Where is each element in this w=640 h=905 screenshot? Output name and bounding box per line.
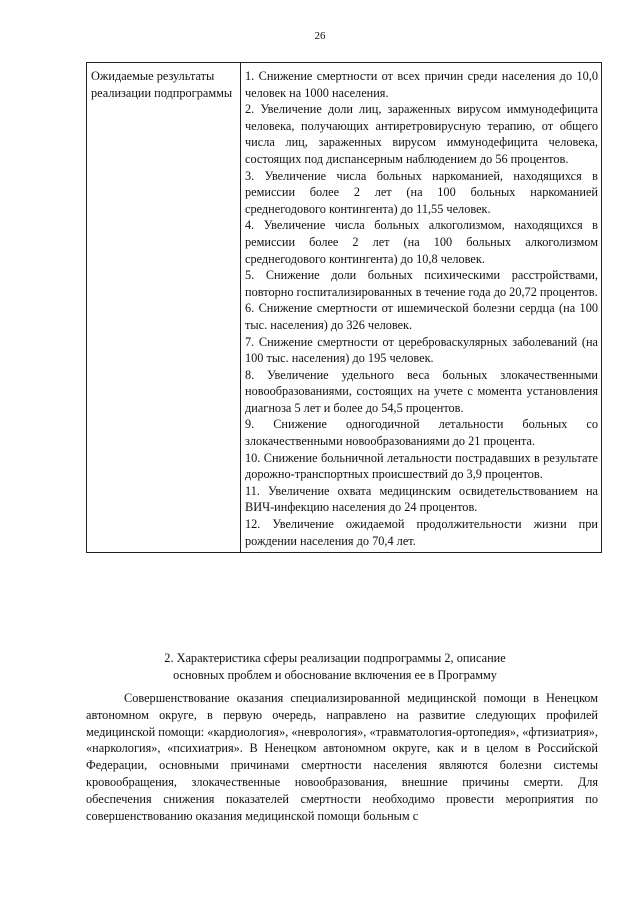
- list-item: 9. Снижение одногодичной летальности больных со злокачественными новообразованиями до 21 процента.: [245, 417, 598, 449]
- section-heading: [120, 650, 550, 684]
- table-row: [87, 63, 602, 553]
- expected-results-table: [86, 62, 602, 553]
- list-item: 2. Увеличение доли лиц, зараженных вирусом иммунодефицита человека, получающих антиретровирусную терапию, от общего числа лиц, зараженных вирусом иммунодефицита человека, состоящих под диспансерным наблюдением до 56 процентов.: [245, 102, 598, 166]
- body-paragraph: Совершенствование оказания специализированной медицинской помощи в Ненецком автономном округе, в первую очередь, направлено на развитие следующих профилей медицинской помощи: «кардиология», «неврология», «травматология-ортопедия», «фтизиатрия», «наркология», «психиатрия». В Ненецком автономном округе, как и в целом в Российской Федерации, основными причинами смертности населения являются болезни системы кровообращения, злокачественные новообразования, внешние причины смерти. Для обеспечения снижения показателей смертности необходимо провести мероприятия по совершенствованию оказания медицинской помощи больным с: [86, 691, 598, 823]
- section-heading-line: основных проблем и обоснование включения ее в Программу: [173, 668, 497, 682]
- list-item: 4. Увеличение числа больных алкоголизмом, находящихся в ремиссии более 2 лет (на 100 больных алкоголизмом среднегодового контингента) до 10,8 человек.: [245, 218, 598, 266]
- page-number: 26: [314, 30, 326, 42]
- list-item: 8. Увеличение удельного веса больных злокачественными новообразованиями, состоящих на учете с момента установления диагноза 5 лет и более до 54,5 процентов.: [245, 367, 598, 415]
- list-item: 7. Снижение смертности от цереброваскулярных заболеваний (на 100 тыс. населения) до 195 человек.: [245, 334, 598, 366]
- row-label: Ожидаемые результаты реализации подпрограммы: [87, 63, 241, 553]
- list-item: 3. Увеличение числа больных наркоманией, находящихся в ремиссии более 2 лет (на 100 больных наркоманией среднегодового контингента) до 11,55 человек.: [245, 168, 598, 216]
- list-item: 1. Снижение смертности от всех причин среди населения до 10,0 человек на 1000 населения.: [245, 69, 598, 100]
- results-list: [241, 63, 602, 553]
- section-heading-line: 2. Характеристика сферы реализации подпрограммы 2, описание: [164, 651, 506, 665]
- list-item: 6. Снижение смертности от ишемической болезни сердца (на 100 тыс. населения) до 326 человек.: [245, 301, 598, 332]
- list-item: 10. Снижение больничной летальности пострадавших в результате дорожно-транспортных происшествий до 3,9 процентов.: [245, 450, 598, 482]
- list-item: 11. Увеличение охвата медицинским освидетельствованием на ВИЧ-инфекцию населения до 24 процентов.: [245, 483, 598, 515]
- list-item: 12. Увеличение ожидаемой продолжительности жизни при рождении населения до 70,4 лет.: [245, 517, 598, 548]
- list-item: 5. Снижение доли больных психическими расстройствами, повторно госпитализированных в течение года до 20,72 процентов.: [245, 268, 598, 299]
